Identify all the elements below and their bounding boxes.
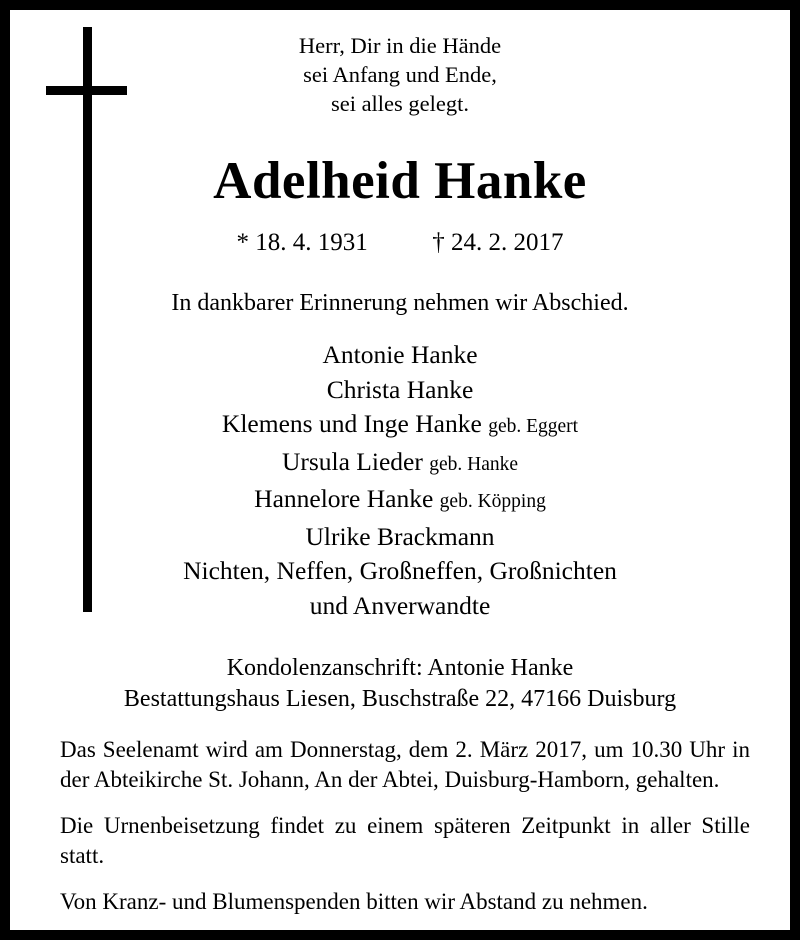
- mourner-maiden-name: geb. Köpping: [439, 491, 546, 512]
- burial-paragraph: Die Urnenbeisetzung findet zu einem späteren Zeitpunkt in aller Stille statt.: [60, 813, 750, 868]
- mourner-line: [10, 589, 790, 624]
- mourner-maiden-name: geb. Hanke: [429, 453, 519, 475]
- mourner-name: Antonie Hanke: [322, 340, 478, 369]
- mourner-name: Nichten, Neffen, Großneffen, Großnichten: [183, 556, 617, 585]
- flowers-paragraph: Von Kranz- und Blumenspenden bitten wir Abstand zu nehmen.: [60, 889, 648, 914]
- birth-date: 18. 4. 1931: [255, 229, 368, 256]
- death-symbol: †: [432, 229, 445, 256]
- mourner-line: [10, 554, 790, 589]
- verse-line-3: sei alles gelegt.: [330, 91, 470, 116]
- condolence-address: [10, 623, 790, 715]
- mourner-line: [10, 338, 790, 373]
- condolence-line-2: Bestattungshaus Liesen, Buschstraße 22, 47166 Duisburg: [123, 686, 677, 712]
- birth-symbol: *: [236, 229, 249, 256]
- notice-content: [10, 10, 790, 930]
- death-date: 24. 2. 2017: [451, 229, 564, 256]
- mourner-maiden-name: geb. Eggert: [488, 416, 579, 437]
- mourner-name: und Anverwandte: [309, 590, 491, 620]
- mourner-name: Ursula Lieder: [281, 446, 423, 476]
- life-dates: [10, 208, 790, 255]
- memorial-verse: [10, 10, 790, 118]
- mourner-name: Ulrike Brackmann: [305, 521, 495, 551]
- mourner-line: [10, 373, 790, 408]
- mourner-name: Hannelore Hanke: [254, 484, 434, 513]
- deceased-name: Adelheid Hanke: [213, 152, 587, 210]
- verse-line-2: sei Anfang und Ende,: [303, 62, 497, 87]
- notice-sheet: [10, 10, 790, 930]
- mourner-line: [10, 482, 790, 520]
- mourner-name: Christa Hanke: [326, 374, 474, 404]
- mourners-list: [10, 315, 790, 623]
- condolence-line-1: Kondolenzanschrift: Antonie Hanke: [226, 655, 574, 681]
- mourner-name: Klemens und Inge Hanke: [221, 409, 482, 438]
- farewell-text: In dankbarer Erinnerung nehmen wir Abschied.: [171, 290, 629, 316]
- service-paragraph: Das Seelenamt wird am Donnerstag, dem 2. März 2017, um 10.30 Uhr in der Abteikirche St. Johann, An der Abtei, Duisburg-Hamborn, gehalten.: [60, 737, 750, 792]
- verse-line-1: Herr, Dir in die Hände: [298, 33, 502, 58]
- mourner-line: [10, 407, 790, 445]
- mourner-line: [10, 445, 790, 483]
- mourner-line: [10, 520, 790, 555]
